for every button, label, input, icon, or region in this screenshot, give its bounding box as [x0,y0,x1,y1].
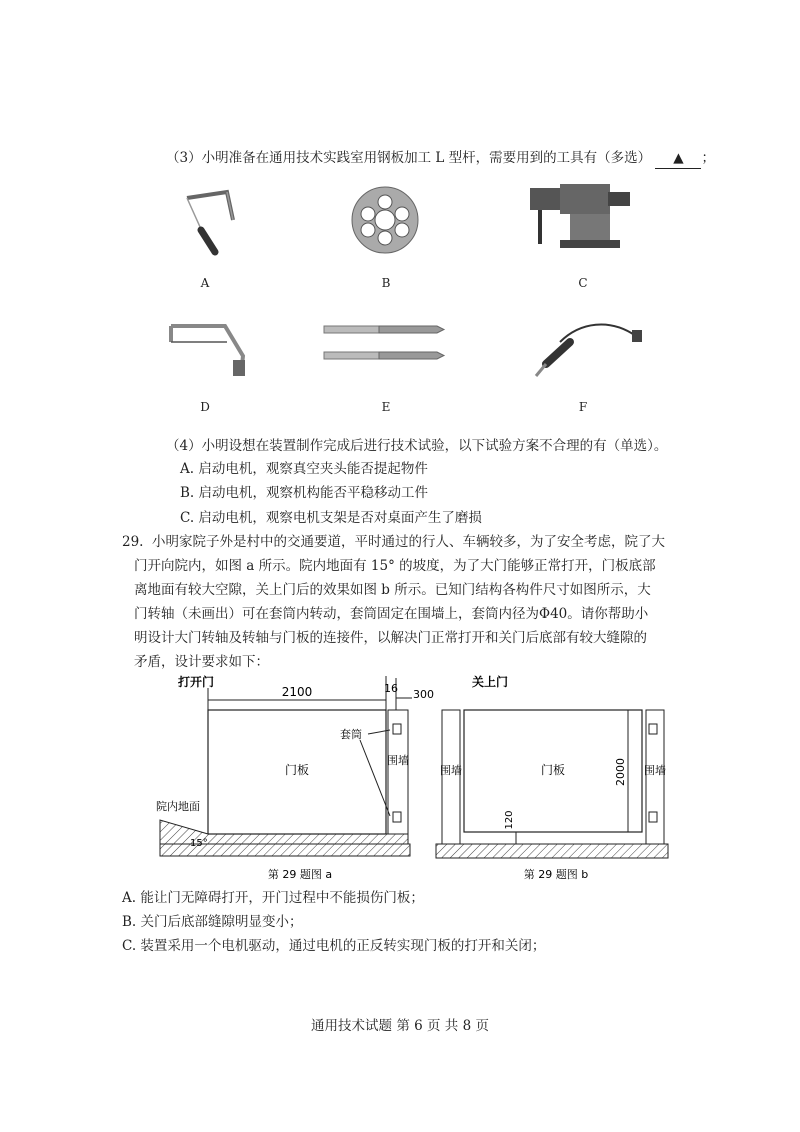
fig-a-dim-wall: 300 [413,688,434,701]
tool-label-d: D [200,400,210,414]
q29-line: 离地面有较大空隙，关上门后的效果如图 b 所示。已知门结构各构件尺寸如图所示，大 [134,582,651,598]
bench-vise-icon [520,178,640,258]
q4-text: （4）小明设想在装置制作完成后进行技术试验，以下试验方案不合理的有（单选）。 [166,438,668,454]
q4-option-b: B. 启动电机，观察机构能否平稳移动工件 [180,485,429,501]
q29-body [152,530,692,554]
answer-blank [655,148,701,169]
fig-b-wall-right: 围墙 [644,764,666,777]
tool-label-a: A [200,276,210,290]
fig-b-title: 关上门 [472,675,509,689]
tool-label-b: B [381,276,391,290]
q4-option-a: A. 启动电机，观察真空夹头能否提起物件 [180,461,428,477]
fig-a-dim-gap: 16 [384,682,398,695]
requirement-b: B. 关门后底部缝隙明显变小； [122,914,303,930]
q29-line: 明设计大门转轴及转轴与门板的连接件，以解决门正常打开和关门后底部有较大缝隙的 [134,630,647,646]
q3-prompt [166,148,715,169]
q29-line: 小明家院子外是村中的交通要道，平时通过的行人、车辆较多，为了安全考虑，院了大 [152,534,665,550]
fig-b-door-label: 门板 [540,763,566,777]
tool-label-e: E [381,400,391,414]
sleeve-top [393,724,401,734]
q29-line: 矛盾，设计要求如下： [134,654,269,670]
requirement-a: A. 能让门无障碍打开，开门过程中不能损伤门板； [122,890,424,906]
figure-29b [432,672,680,882]
fig-b-dim-height: 2000 [614,758,627,786]
wall-left [442,710,460,844]
twist-drill-bits-icon [322,318,447,370]
threading-die-icon [345,180,425,260]
q29-body-cont [134,554,694,674]
tool-label-c: C [578,276,588,290]
q29-line: 门转轴（未画出）可在套筒内转动，套筒固定在围墙上，套筒内径为Φ40。请你帮助小 [134,606,649,622]
blank-symbol: ▲ [673,150,684,166]
fig-a-ground-label: 院内地面 [156,800,200,813]
q29-line: 门开向院内，如图 a 所示。院内地面有 15° 的坡度，为了大门能够正常打开，门板底部 [134,558,656,574]
soldering-iron-icon [530,312,650,387]
fig-a-angle: 15° [190,838,208,849]
q29-number: 29. [122,534,144,550]
fig-b-wall-left: 围墙 [440,764,462,777]
q3-tail: ； [701,150,715,166]
fig-a-sleeve-label: 套筒 [340,728,362,741]
fig-a-wall-label: 围墙 [387,754,409,767]
q4-option-c: C. 启动电机，观察电机支架是否对桌面产生了磨损 [180,510,482,526]
page-footer: 通用技术试题 第 6 页 共 8 页 [311,1018,489,1034]
fig-a-title: 打开门 [178,675,215,689]
ground-flat [436,844,668,858]
figure-29a [150,672,434,882]
coping-saw-icon [165,180,255,260]
q3-text: （3）小明准备在通用技术实践室用钢板加工 L 型杆，需要用到的工具有（多选） [166,150,652,166]
hacksaw-icon [165,312,255,382]
fig-b-dim-gap: 120 [504,810,515,830]
requirement-c: C. 装置采用一个电机驱动，通过电机的正反转实现门板的打开和关闭； [122,938,546,954]
tool-label-f: F [578,400,588,414]
fig-a-caption: 第 29 题图 a [267,868,333,881]
fig-a-door-label: 门板 [284,763,310,777]
fig-b-caption: 第 29 题图 b [523,868,589,881]
fig-a-dim-width: 2100 [281,685,313,699]
sleeve-bottom [393,812,401,822]
